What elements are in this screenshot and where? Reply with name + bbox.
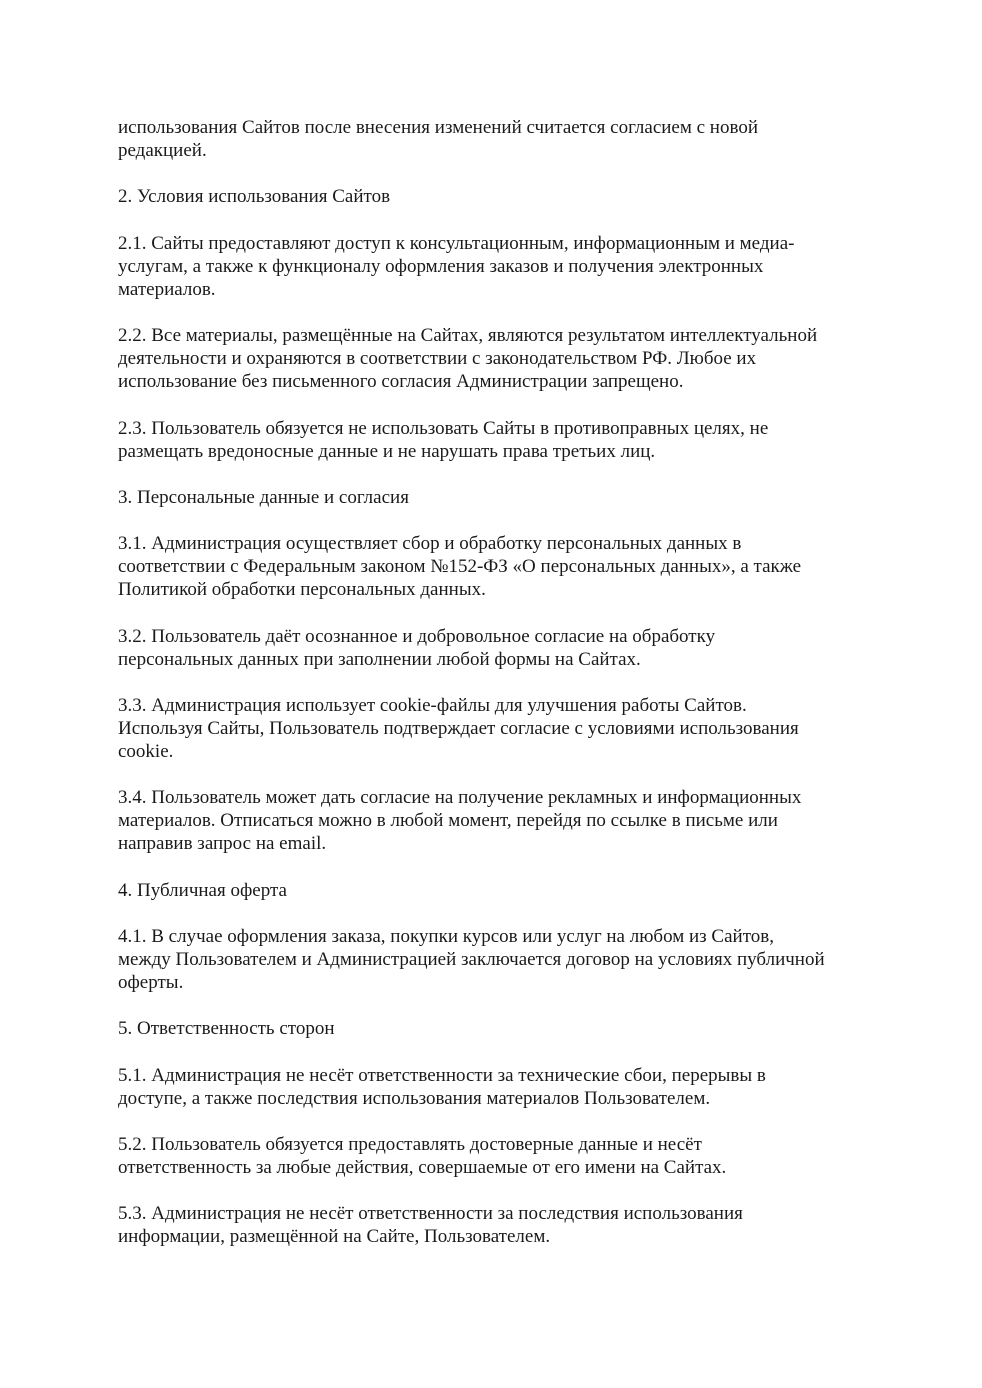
text-line: персональных данных при заполнении любой формы на Сайтах. (118, 649, 641, 670)
text-line: материалов. Отписаться можно в любой момент, перейдя по ссылке в письме или (118, 810, 778, 831)
text-line: 3.2. Пользователь даёт осознанное и добровольное согласие на обработку (118, 626, 716, 647)
text-line: направив запрос на email. (118, 833, 327, 854)
text-line: Политикой обработки персональных данных. (118, 579, 486, 600)
text-line: использование без письменного согласия Администрации запрещено. (118, 371, 684, 392)
section-heading: 2. Условия использования Сайтов (118, 186, 391, 207)
text-line: деятельности и охраняются в соответствии с законодательством РФ. Любое их (118, 348, 757, 369)
text-line: cookie. (118, 741, 174, 762)
text-line: оферты. (118, 972, 184, 993)
text-line: 5.1. Администрация не несёт ответственности за технические сбои, перерывы в (118, 1065, 766, 1086)
text-line: Используя Сайты, Пользователь подтверждает согласие с условиями использования (118, 718, 799, 739)
text-line: информации, размещённой на Сайте, Пользователем. (118, 1226, 551, 1247)
text-line: 5.2. Пользователь обязуется предоставлять достоверные данные и несёт (118, 1134, 702, 1155)
text-line: доступе, а также последствия использования материалов Пользователем. (118, 1088, 711, 1109)
text-line: использования Сайтов после внесения изменений считается согласием с новой (118, 117, 758, 138)
text-line: ответственность за любые действия, совершаемые от его имени на Сайтах. (118, 1157, 727, 1178)
section-heading: 5. Ответственность сторон (118, 1018, 335, 1039)
text-line: материалов. (118, 279, 216, 300)
text-line: между Пользователем и Администрацией заключается договор на условиях публичной (118, 949, 825, 970)
text-line: редакцией. (118, 140, 207, 161)
text-line: 3.3. Администрация использует cookie-файлы для улучшения работы Сайтов. (118, 695, 747, 716)
section-heading: 3. Персональные данные и согласия (118, 487, 409, 508)
section-heading: 4. Публичная оферта (118, 880, 287, 901)
text-line: 5.3. Администрация не несёт ответственности за последствия использования (118, 1203, 743, 1224)
text-line: 2.2. Все материалы, размещённые на Сайтах, являются результатом интеллектуальной (118, 325, 818, 346)
text-line: размещать вредоносные данные и не нарушать права третьих лиц. (118, 441, 656, 462)
text-line: 2.3. Пользователь обязуется не использовать Сайты в противоправных целях, не (118, 418, 769, 439)
text-line: 3.1. Администрация осуществляет сбор и обработку персональных данных в (118, 533, 742, 554)
text-line: 2.1. Сайты предоставляют доступ к консультационным, информационным и медиа- (118, 233, 795, 254)
text-line: 4.1. В случае оформления заказа, покупки курсов или услуг на любом из Сайтов, (118, 926, 774, 947)
text-line: 3.4. Пользователь может дать согласие на получение рекламных и информационных (118, 787, 802, 808)
text-line: услугам, а также к функционалу оформления заказов и получения электронных (118, 256, 764, 277)
text-line: соответствии с Федеральным законом №152-ФЗ «О персональных данных», а также (118, 556, 802, 577)
